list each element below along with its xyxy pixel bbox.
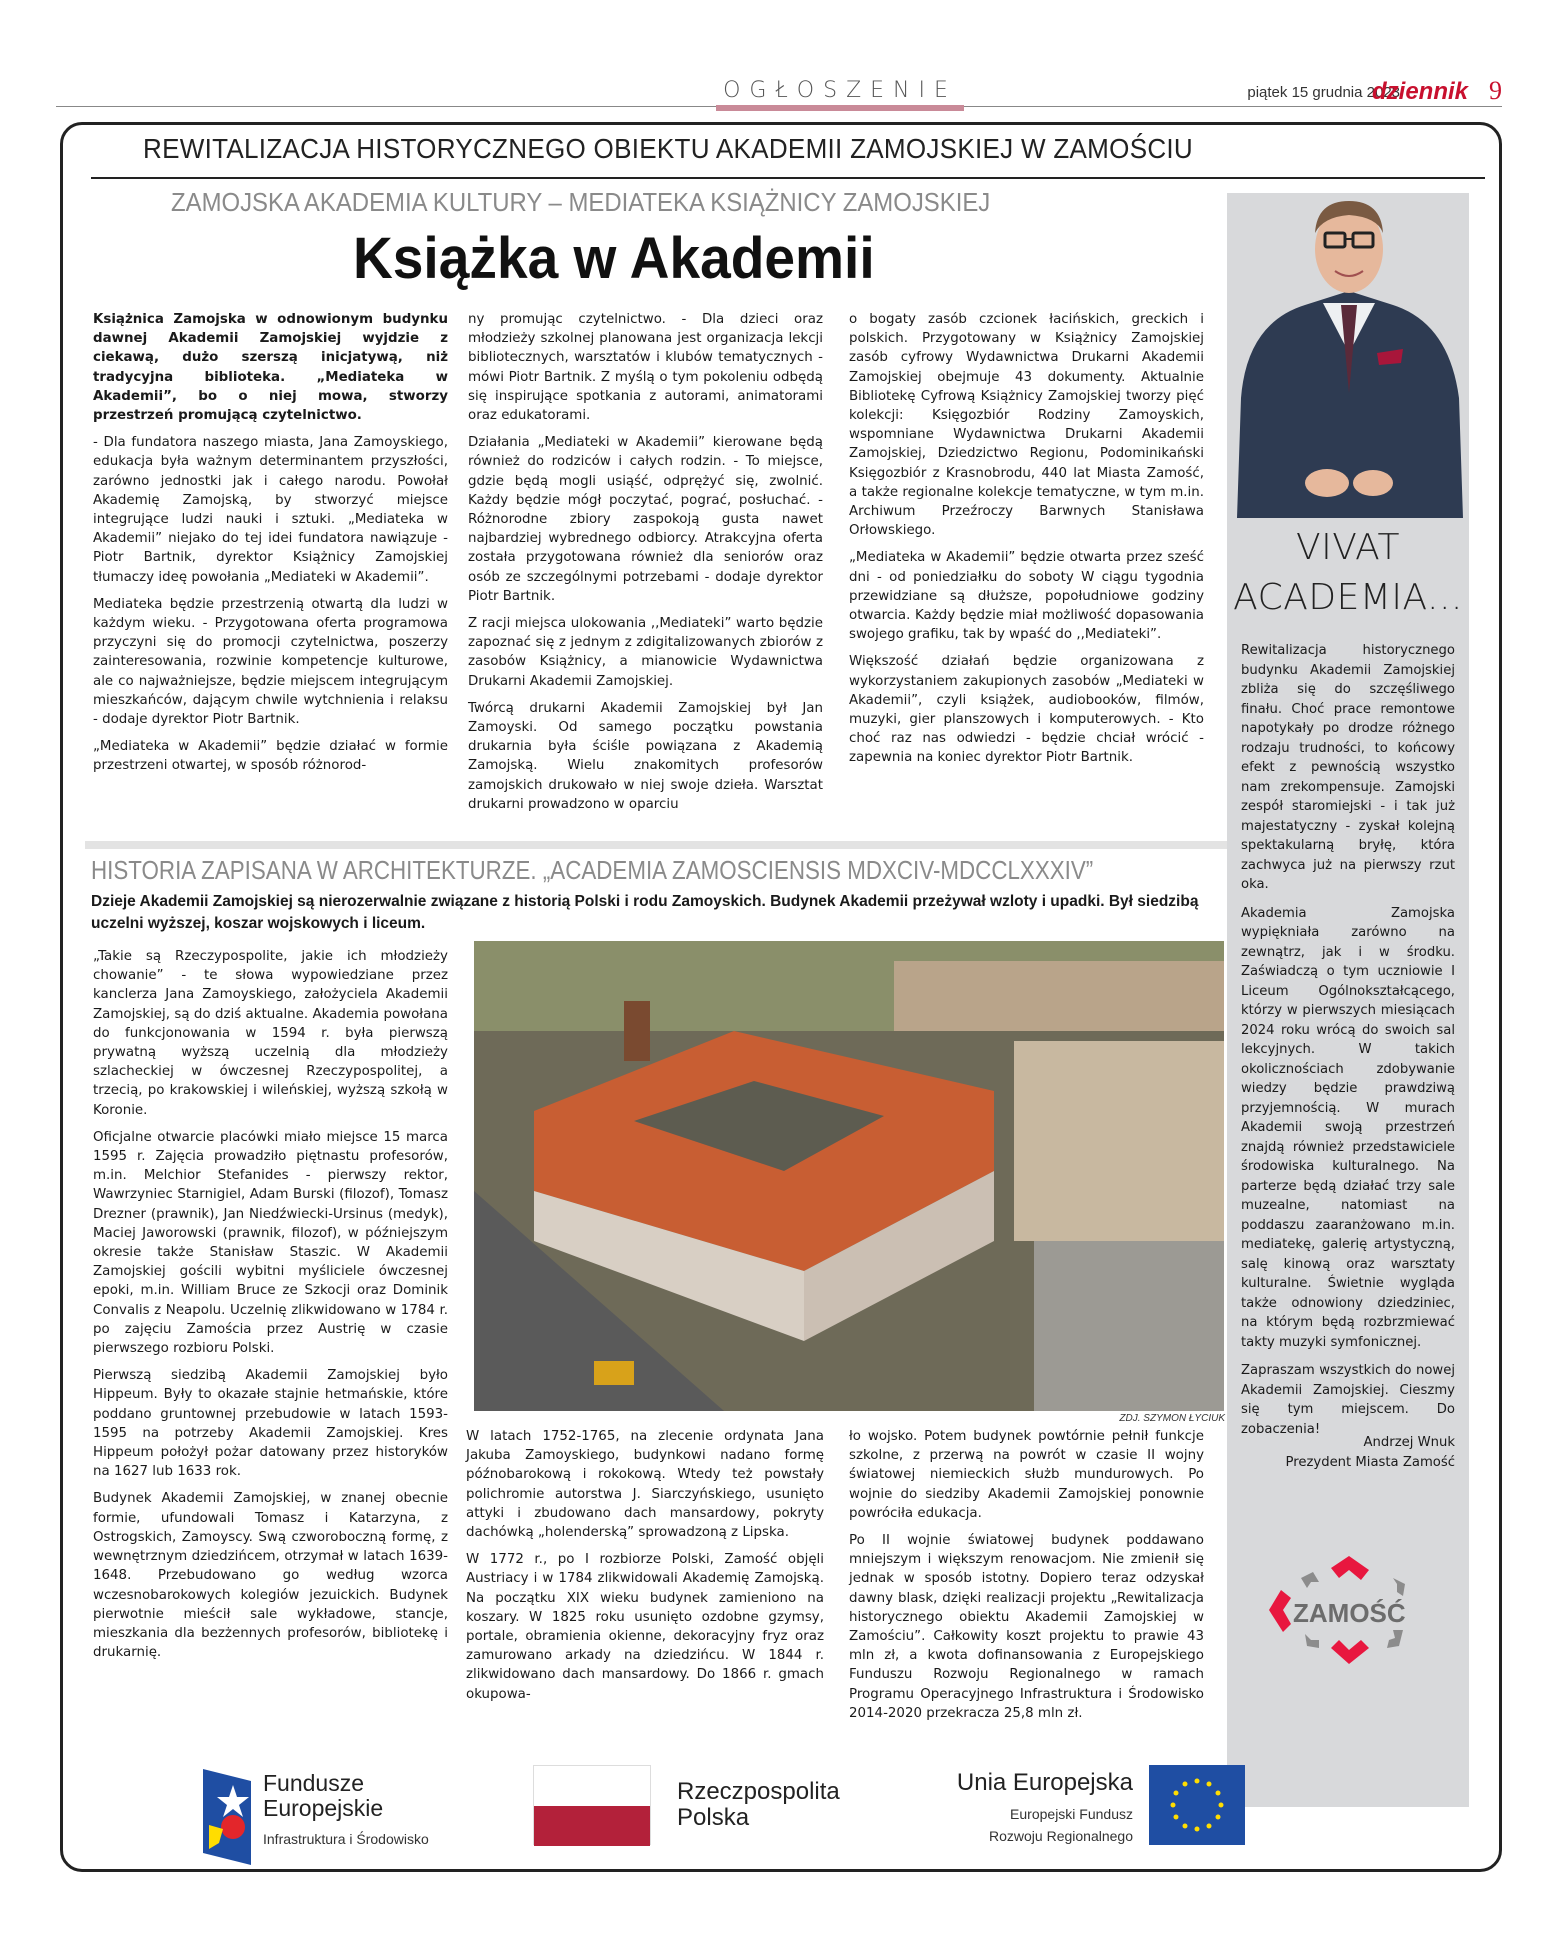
history-section-title: HISTORIA ZAPISANA W ARCHITEKTURZE. „ACADEMIA ZAMOSCIENSIS MDXCIV-MDCCLXXXIV”	[91, 855, 1094, 885]
advertisement-frame	[60, 122, 1502, 1872]
section-divider	[85, 841, 1237, 849]
article-lead: Książnica Zamojska w odnowionym budynku dawnej Akademii Zamojskiej wyjdzie z ciekawą, dużo szerszą inicjatywą, niż tradycyjna biblioteka. „Mediateka w Akademii”, bo o niej mowa, stworzy przestrzeń promującą czytelnictwo.	[93, 312, 448, 424]
sidebar-title	[1227, 523, 1469, 623]
fe-title-line-1: Fundusze	[263, 1770, 365, 1796]
banner-title: REWITALIZACJA HISTORYCZNEGO OBIEKTU AKADEMII ZAMOJSKIEJ W ZAMOŚCIU	[143, 133, 1194, 164]
newspaper-logo: dziennik	[1371, 78, 1468, 105]
article1-column-3	[849, 310, 1204, 776]
paragraph: ło wojsko. Potem budynek powtórnie pełnił funkcje szkolne, z przerwą na powrót w czasie II wojny światowej niemieckich służb mundurowych. Po wojnie do siedziby Akademii Zamojskiej ponownie powróciła edukacja.	[849, 1429, 1204, 1521]
sidebar-title-line-1: VIVAT	[1296, 527, 1400, 568]
banner-rule	[91, 177, 1485, 179]
mayor-sidebar	[1227, 193, 1469, 1807]
fe-title-line-2: Europejskie	[263, 1795, 384, 1821]
paragraph: Pierwszą siedzibą Akademii Zamojskiej było Hippeum. Były to okazałe stajnie hetmańskie, które poddano gruntownej przebudowie w latach 1593-1595 na potrzeby Akademii Zamojskiej. Kres Hippeum położył pożar datowany przez historyków na 1627 lub 1633 rok.	[93, 1368, 448, 1480]
rzeczpospolita-polska-logo	[533, 1765, 840, 1861]
ue-subtitle-line-2: Rozwoju Regionalnego	[989, 1828, 1133, 1844]
history-lead: Dzieje Akademii Zamojskiej są nierozerwalnie związane z historią Polski i rodu Zamoyskich. Budynek Akademii przeżywał wzloty i upadki. Był siedzibą uczelni wyższej, koszar wojskowych i liceum.	[91, 893, 1199, 932]
fe-star-icon	[203, 1769, 251, 1865]
paragraph: o bogaty zasób czcionek łacińskich, greckich i polskich. Przygotowany w Książnicy Zamojskiej zasób cyfrowy Wydawnictwa Drukarni Akademii Zamojskiej obejmuje 43 dokumenty. Aktualnie Bibliotekę Cyfrową Książnicy Zamojskiej tworzy pięć kolekcji: Księgozbiór Rodziny Zamoyskich, wspomniane Wydawnictwa Drukarni Akademii Zamojskiej, Dziedzictwo Regionu, Podominikański Księgozbiór z Krasnobrodu, 440 lat Miasta Zamość, a także regionalne kolekcje tematyczne, w tym m.in. Archiwum Przeźroczy Barwnych Stanisława Orłowskiego.	[849, 312, 1204, 539]
paragraph: Zapraszam wszystkich do nowej Akademii Zamojskiej. Cieszmy się tym miejscem. Do zobaczenia!	[1241, 1363, 1455, 1437]
paragraph: Rewitalizacja historycznego budynku Akademii Zamojskiej zbliża się do szczęśliwego finału. Choć prace remontowe napotykały po drodze różnego rodzaju trudności, to końcowy efekt z pewnością wszystko nam zrekompensuje. Zamojski zespół staromiejski - i tak już majestatyczny - zyskał kolejną spektakularną bryłę, która zachwyca już na pierwszy rzut oka.	[1241, 643, 1455, 892]
rp-line-2: Polska	[677, 1804, 750, 1831]
page-number: 9	[1489, 76, 1502, 105]
sidebar-title-line-2: ACADEMIA...	[1233, 577, 1463, 618]
article2-column-2	[466, 1427, 824, 1712]
paragraph: Większość działań będzie organizowana z wykorzystaniem zakupionych zasobów „Mediateki w Akademii”, czyli książek, audiobooków, filmów, muzyki, gier planszowych i komputerowych. - Kto choć raz nas odwiedzi - będzie chciał wrócić - zapewnia na koniec dyrektor Piotr Bartnik.	[849, 654, 1204, 766]
section-underline	[716, 105, 964, 111]
paragraph: Z racji miejsca ulokowania ,,Mediateki” warto będzie zapoznać się z jednym z zdigitalizowanych zbiorów z zasobów Książnicy, a mianowicie Wydawnictwa Drukarni Akademii Zamojskiej.	[468, 616, 823, 689]
issue-date: piątek 15 grudnia 2023	[1247, 84, 1400, 101]
paragraph: Po II wojnie światowej budynek poddawano mniejszym i większym renowacjom. Nie zmienił się jednak w sposób istotny. Dopiero teraz odzyskał dawny blask, dzięki realizacji projektu „Rewitalizacja historycznego obiektu Akademii Zamojskiej w Zamościu”. Całkowity koszt projektu to prawie 43 mln zł, a kwota dofinansowania z Europejskiego Funduszu Rozwoju Regionalnego w ramach Programu Operacyjnego Infrastruktura i Środowisko 2014-2020 przekracza 25,8 mln zł.	[849, 1533, 1204, 1721]
portrait-photo	[1227, 193, 1469, 518]
rp-name	[677, 1779, 840, 1831]
eu-flag-icon	[1149, 1765, 1245, 1845]
ue-subtitle-line-1: Europejski Fundusz	[1010, 1806, 1133, 1822]
signature-title: Prezydent Miasta Zamość	[1285, 1454, 1455, 1470]
fe-subtitle: Infrastruktura i Środowisko	[263, 1831, 429, 1847]
paragraph: W 1772 r., po I rozbiorze Polski, Zamość objęli Austriacy i w 1784 zlikwidowali Akademię Zamojską. Na początku XIX wieku budynek zamieniono na koszary. W 1825 roku usunięto ozdobne gzymsy, portale, obramienia okienne, dekoracyjny fryz oraz zamurowano arkady na dziedzińcu. W 1844 r. zlikwidowano dach mansardowy. Do 1866 r. gmach okupowa-	[466, 1552, 824, 1702]
page-header	[56, 78, 1502, 110]
photo-credit: ZDJ. SZYMON ŁYCIUK	[1119, 1413, 1225, 1424]
academy-aerial-photo	[474, 941, 1224, 1411]
paragraph: „Takie są Rzeczypospolite, jakie ich młodzieży chowanie” - te słowa wypowiedziane przez kanclerza Jana Zamoyskiego, założyciela Akademii Zamojskiej, są do dziś aktualne. Akademia powołana do funkcjonowania w 1594 r. była pierwszą prywatną wyższą uczelnią dla młodzieży szlacheckiej w ówczesnej Rzeczypospolitej, a trzecią, po krakowskiej i wileńskiej, wyższą szkołą w Koronie.	[93, 949, 448, 1118]
zamosc-city-logo	[1253, 1548, 1443, 1678]
paragraph: ny promując czytelnictwo. - Dla dzieci oraz młodzieży szkolnej planowana jest organizacja lekcji bibliotecznych, warsztatów i klubów tematycznych - mówi Piotr Bartnik. Z myślą o tym pokoleniu odbędą się inspirujące spotkania z autorami, animatorami oraz edukatorami.	[468, 312, 823, 424]
article2-column-3	[849, 1427, 1204, 1731]
rp-line-1: Rzeczpospolita	[677, 1778, 840, 1805]
fe-title	[263, 1771, 383, 1821]
paragraph: Twórcą drukarni Akademii Zamojskiej był Jan Zamoyski. Od samego początku powstania drukarnia była ściśle powiązana z Akademią Zamojską. Wielu znakomitych profesorów zamojskich drukowało w niej swoje dzieła. Warsztat drukarni prowadzono w oparciu	[468, 700, 823, 812]
paragraph: Akademia Zamojska wypiękniała zarówno na zewnątrz, jak i w środku. Zaświadczą o tym uczniowie I Liceum Ogólnokształcącego, którzy w pierwszych miesiącach 2024 roku wrócą do swoich sal lekcyjnych. W takich okolicznościach zdobywanie wiedzy będzie prawdziwą przyjemnością. W murach Akademii swoją przestrzeń znajdą również przedstawiciele środowiska kulturalnego. Na parterze będą działać trzy sale muzealne, natomiast na poddaszu zaaranżowano m.in. mediatekę, galerię artystyczną, salę kinową oraz warsztaty kulturalne. Świetnie wygląda także odnowiony dziedziniec, na którym będą rozbrzmiewać takty muzyki symfonicznej.	[1241, 905, 1455, 1350]
article-kicker: ZAMOJSKA AKADEMIA KULTURY – MEDIATEKA KSIĄŻNICY ZAMOJSKIEJ	[171, 187, 991, 217]
paragraph: Działania „Mediateki w Akademii” kierowane będą również do rodziców i całych rodzin. - To miejsce, gdzie będą mogli usiąść, odprężyć się, zwolnić. Każdy będzie mógł poczytać, pograć, posłuchać. - Różnorodne zbiory zaspokoją gusta nawet najbardziej wybrednego odbiorcy. Atrakcyjna oferta została przygotowana również dla seniorów oraz osób ze szczególnymi potrzebami - dodaje dyrektor Piotr Bartnik.	[468, 435, 823, 604]
paragraph: - Dla fundatora naszego miasta, Jana Zamoyskiego, edukacja była ważnym determinantem przyszłości, zarówno jednostki jak i całego narodu. Powołał Akademię Zamojską, by stworzyć miejsce integrujące ludzi nauki i sztuki. „Mediateka w Akademii” niejako do tej idei fundatora nawiązuje - Piotr Bartnik, dyrektor Książnicy Zamojskiej tłumaczy ideę powołania „Mediateki w Akademii”.	[93, 435, 448, 585]
article1-column-2	[468, 310, 823, 822]
paragraph: Budynek Akademii Zamojskiej, w znanej obecnie formie, ufundowali Tomasz i Katarzyna, z Ostrogskich, Zamoyscy. Swą czworoboczną formę, z wewnętrznym dziedzińcem, otrzymał w latach 1639-1648. Przebudowano go według wzorca wczesnobarokowych kolegiów jezuickich. Budynek pierwotnie mieścił sale wykładowe, stancje, mieszkania dla bezżennych profesorów, bibliotekę i drukarnię.	[93, 1491, 448, 1661]
signature	[1241, 1433, 1455, 1472]
polish-flag-icon	[533, 1765, 651, 1845]
ue-subtitle	[989, 1803, 1133, 1847]
fundusze-europejskie-logo	[203, 1769, 463, 1865]
section-label: OGŁOSZENIE	[723, 78, 957, 103]
funding-logos	[203, 1765, 1363, 1875]
article2-column-1	[93, 947, 448, 1670]
paragraph: Mediateka będzie przestrzenią otwartą dla ludzi w każdym wieku. - Przygotowana oferta programowa przyczyni się do promocji czytelnictwa, poszerzy zainteresowania, rozwinie kompetencje kulturowe, ale co najważniejsze, będzie miejscem integrującym mieszkańców, dającym chwile wytchnienia i relaksu - dodaje dyrektor Piotr Bartnik.	[93, 596, 448, 728]
svg-text:ZAMOŚĆ: ZAMOŚĆ	[1293, 1598, 1406, 1628]
unia-europejska-logo	[903, 1765, 1253, 1861]
sidebar-text	[1241, 641, 1455, 1448]
paragraph: Oficjalne otwarcie placówki miało miejsce 15 marca 1595 r. Zajęcia prowadziło piętnastu profesorów, m.in. Melchior Stefanides - pierwszy rektor, Wawrzyniec Starnigiel, Adam Burski (filozof), Tomasz Drezner (prawnik), Jan Niedźwiecki-Ursinus (medyk), Maciej Jaworowski (prawnik, filozof), w późniejszym okresie także Stanisław Staszic. W Akademii Zamojskiej gościli wybitni myśliciele ówczesnej epoki, m.in. William Bruce ze Szkocji oraz Dominik Convalis z Neapolu. Uczelnię zlikwidowano w 1784 r. po zajęciu Zamościa przez Austrię w czasie pierwszego rozbioru Polski.	[93, 1129, 448, 1357]
ue-title: Unia Europejska	[956, 1769, 1133, 1796]
article1-column-1	[93, 310, 448, 784]
paragraph: „Mediateka w Akademii” będzie działać w formie przestrzeni otwartej, w sposób różnorod-	[93, 739, 448, 774]
paragraph: „Mediateka w Akademii” będzie otwarta przez sześć dni - od poniedziałku do soboty W ciągu tygodnia przewidziane są dłuższe, popołudniowe godziny otwarcia. Każdy będzie miał możliwość dopasowania swojego grafiku, tak by wpaść do ,,Mediateki”.	[849, 550, 1204, 643]
signature-name: Andrzej Wnuk	[1363, 1435, 1455, 1450]
article-headline: Książka w Akademii	[353, 226, 875, 291]
paragraph: W latach 1752-1765, na zlecenie ordynata Jana Jakuba Zamoyskiego, budynkowi nadano formę późnobarokową i rokokową. Wtedy też powstały polichromie autorstwa J. Siarczyńskiego, usunięto attyki i zbudowano dach mansardowy, pokryty dachówką „holenderską” sprowadzoną z Lipska.	[466, 1429, 824, 1541]
